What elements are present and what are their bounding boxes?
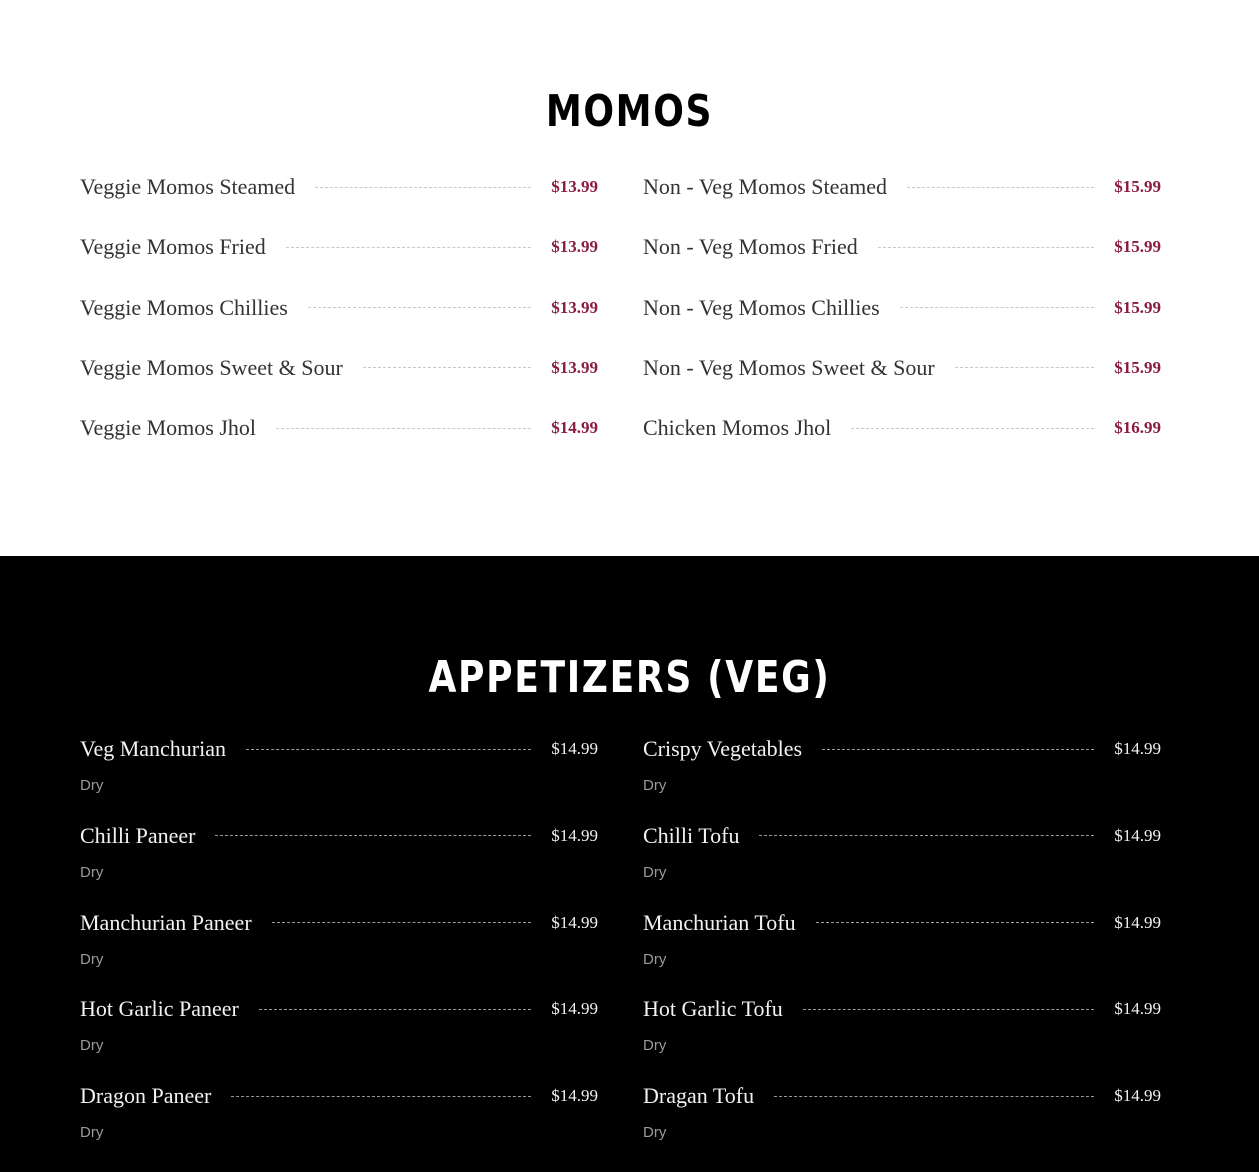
menu-item-name: Veggie Momos Jhol [80, 415, 256, 441]
menu-item [643, 992, 1161, 1079]
menu-item [80, 411, 598, 471]
momos-right-column [643, 170, 1161, 471]
dotted-leader [907, 187, 1094, 188]
menu-item-description: Dry [80, 863, 104, 881]
momos-title: MOMOS [545, 86, 714, 137]
menu-item-price: $14.99 [1114, 912, 1161, 932]
menu-item [80, 351, 598, 411]
menu-item [80, 170, 598, 230]
dotted-leader [315, 187, 531, 188]
menu-item-description: Dry [643, 863, 667, 881]
menu-item-price: $14.99 [551, 999, 598, 1019]
menu-item-price: $14.99 [1114, 999, 1161, 1019]
dotted-leader [774, 1096, 1094, 1097]
menu-item [80, 819, 598, 906]
menu-item-price: $13.99 [551, 177, 598, 196]
menu-item [80, 1079, 598, 1166]
menu-item-price: $14.99 [1114, 825, 1161, 845]
menu-item-name: Manchurian Tofu [643, 909, 796, 935]
menu-item-price: $15.99 [1114, 297, 1161, 317]
momos-left-column [80, 170, 598, 471]
dotted-leader [878, 247, 1095, 248]
menu-item-name: Hot Garlic Paneer [80, 996, 239, 1022]
menu-item-name: Non - Veg Momos Fried [643, 234, 858, 260]
dotted-leader [955, 367, 1095, 368]
menu-item-description: Dry [643, 1037, 667, 1055]
menu-item-name: Dragan Tofu [643, 1083, 755, 1109]
appetizers-right-column [643, 732, 1161, 1166]
dotted-leader [822, 749, 1094, 750]
menu-item-price: $14.99 [551, 912, 598, 932]
menu-item-name: Non - Veg Momos Steamed [643, 174, 888, 199]
menu-item-description: Dry [643, 950, 667, 968]
menu-item-name: Veggie Momos Steamed [80, 174, 296, 199]
dotted-leader [308, 307, 531, 308]
menu-item-price: $13.99 [551, 297, 598, 317]
menu-item-description: Dry [80, 1037, 104, 1055]
menu-item [643, 411, 1161, 471]
menu-item [643, 732, 1161, 819]
menu-item-price: $14.99 [551, 418, 598, 438]
dotted-leader [851, 428, 1094, 429]
menu-item [80, 906, 598, 993]
menu-item-price: $15.99 [1114, 357, 1161, 377]
momos-section [0, 0, 1259, 556]
menu-item [643, 906, 1161, 993]
menu-item-price: $13.99 [551, 237, 598, 257]
menu-item [643, 351, 1161, 411]
menu-item-description: Dry [643, 777, 667, 794]
dotted-leader [215, 835, 531, 836]
menu-item-description: Dry [80, 1124, 104, 1142]
dotted-leader [231, 1096, 531, 1097]
menu-item-description: Dry [80, 777, 104, 794]
menu-item-name: Veggie Momos Sweet & Sour [80, 354, 343, 380]
menu-item [80, 291, 598, 351]
menu-item-name: Non - Veg Momos Chillies [643, 294, 880, 320]
dotted-leader [246, 749, 531, 750]
menu-item [80, 230, 598, 290]
menu-item-price: $15.99 [1114, 237, 1161, 257]
appetizers-left-column [80, 732, 598, 1166]
menu-item [80, 732, 598, 819]
menu-item-name: Non - Veg Momos Sweet & Sour [643, 354, 935, 380]
menu-item-price: $14.99 [551, 825, 598, 845]
menu-item-description: Dry [643, 1124, 667, 1142]
menu-item-name: Hot Garlic Tofu [643, 996, 783, 1022]
menu-item-price: $16.99 [1114, 418, 1161, 438]
menu-item-price: $13.99 [551, 357, 598, 377]
menu-item [643, 170, 1161, 230]
menu-item-price: $14.99 [551, 739, 598, 758]
menu-item [643, 230, 1161, 290]
menu-item-name: Manchurian Paneer [80, 909, 252, 935]
menu-item [643, 1079, 1161, 1166]
menu-item [80, 992, 598, 1079]
appetizers-section [0, 556, 1259, 1172]
dotted-leader [363, 367, 531, 368]
menu-item-name: Veggie Momos Fried [80, 234, 266, 260]
dotted-leader [759, 835, 1094, 836]
dotted-leader [272, 922, 532, 923]
dotted-leader [816, 922, 1095, 923]
menu-item-description: Dry [80, 950, 104, 968]
menu-item-name: Veggie Momos Chillies [80, 294, 288, 320]
menu-item-name: Crispy Vegetables [643, 736, 803, 761]
dotted-leader [286, 247, 531, 248]
menu-item-price: $14.99 [1114, 1086, 1161, 1106]
menu-item [643, 819, 1161, 906]
dotted-leader [803, 1009, 1094, 1010]
menu-item-price: $14.99 [551, 1086, 598, 1106]
menu-item-name: Chilli Tofu [643, 822, 740, 848]
dotted-leader [259, 1009, 531, 1010]
menu-item [643, 291, 1161, 351]
dotted-leader [900, 307, 1095, 308]
menu-item-name: Dragon Paneer [80, 1083, 212, 1109]
menu-item-name: Chicken Momos Jhol [643, 415, 832, 441]
menu-item-price: $14.99 [1114, 739, 1161, 758]
menu-item-name: Chilli Paneer [80, 822, 196, 848]
dotted-leader [276, 428, 531, 429]
menu-item-name: Veg Manchurian [80, 736, 227, 761]
menu-item-price: $15.99 [1114, 177, 1161, 196]
appetizers-title: APPETIZERS (VEG) [428, 652, 831, 703]
